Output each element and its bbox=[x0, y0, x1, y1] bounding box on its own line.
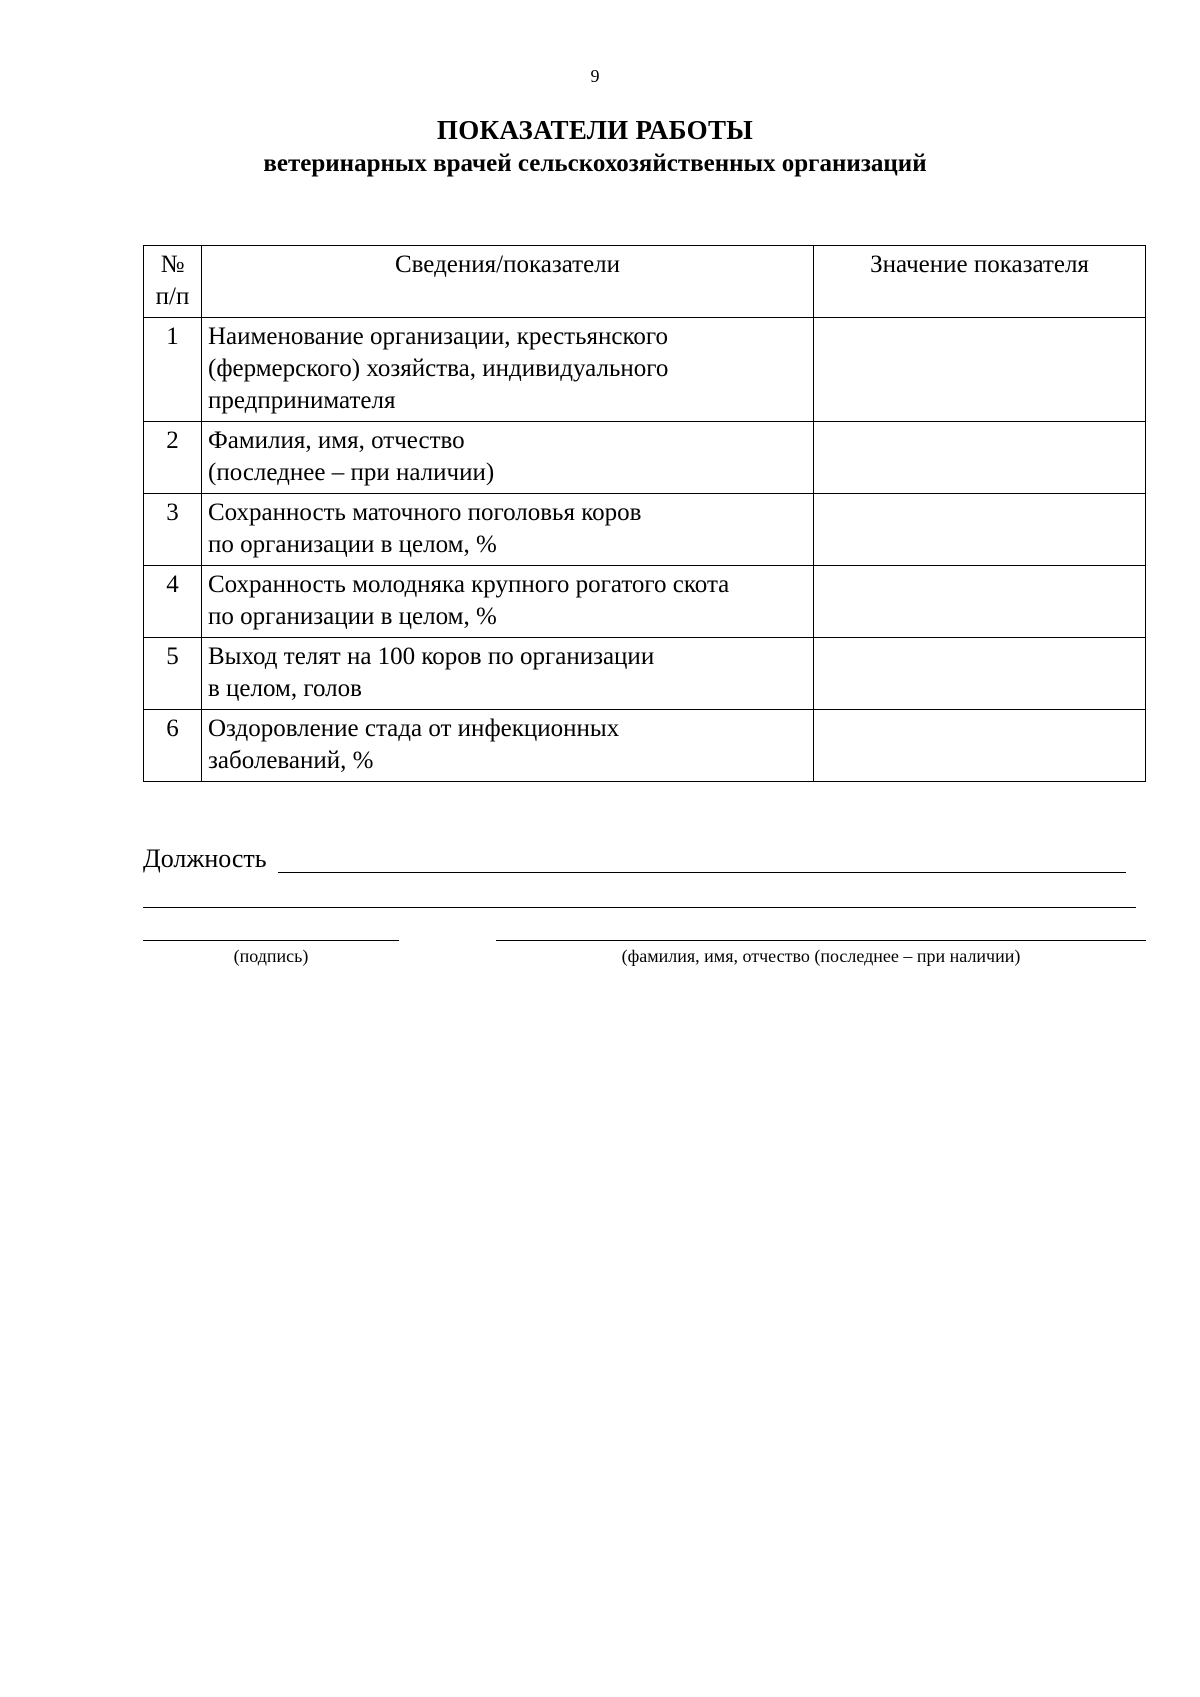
row-number: 3 bbox=[144, 494, 202, 566]
row-number: 5 bbox=[144, 638, 202, 710]
document-title: ПОКАЗАТЕЛИ РАБОТЫ bbox=[436, 115, 754, 145]
header-value: Значение показателя bbox=[814, 246, 1146, 318]
table-row bbox=[144, 318, 1146, 422]
row-indicator: Сохранность маточного поголовья коров по организации в целом, % bbox=[202, 494, 814, 566]
row-number: 2 bbox=[144, 422, 202, 494]
row-indicator: Сохранность молодняка крупного рогатого скота по организации в целом, % bbox=[202, 566, 814, 638]
table-row bbox=[144, 566, 1146, 638]
signature-line[interactable] bbox=[143, 940, 399, 941]
table-row bbox=[144, 422, 1146, 494]
row-indicator: Наименование организации, крестьянского (фермерского) хозяйства, индивидуального предпринимателя bbox=[202, 318, 814, 422]
row-number: 1 bbox=[144, 318, 202, 422]
row-value-cell[interactable] bbox=[814, 494, 1146, 566]
row-number: 4 bbox=[144, 566, 202, 638]
page-number: 9 bbox=[590, 66, 600, 86]
table-row bbox=[144, 710, 1146, 782]
row-value-cell[interactable] bbox=[814, 422, 1146, 494]
table-row bbox=[144, 638, 1146, 710]
position-label: Должность bbox=[143, 844, 267, 873]
row-indicator: Фамилия, имя, отчество (последнее – при наличии) bbox=[202, 422, 814, 494]
signature-caption: (подпись) bbox=[233, 946, 309, 966]
table-header-row bbox=[144, 246, 1146, 318]
table-row bbox=[144, 494, 1146, 566]
indicators-table bbox=[143, 245, 1146, 782]
position-line[interactable] bbox=[278, 872, 1126, 873]
row-indicator: Выход телят на 100 коров по организации в целом, голов bbox=[202, 638, 814, 710]
row-value-cell[interactable] bbox=[814, 638, 1146, 710]
row-number: 6 bbox=[144, 710, 202, 782]
row-value-cell[interactable] bbox=[814, 566, 1146, 638]
position-line-continued[interactable] bbox=[143, 907, 1136, 908]
row-value-cell[interactable] bbox=[814, 710, 1146, 782]
document-subtitle: ветеринарных врачей сельскохозяйственных организаций bbox=[263, 150, 927, 177]
header-number: № п/п bbox=[144, 246, 202, 318]
header-indicators: Сведения/показатели bbox=[202, 246, 814, 318]
full-name-line[interactable] bbox=[496, 940, 1146, 941]
row-value-cell[interactable] bbox=[814, 318, 1146, 422]
row-indicator: Оздоровление стада от инфекционных заболеваний, % bbox=[202, 710, 814, 782]
full-name-caption: (фамилия, имя, отчество (последнее – при наличии) bbox=[621, 946, 1021, 966]
